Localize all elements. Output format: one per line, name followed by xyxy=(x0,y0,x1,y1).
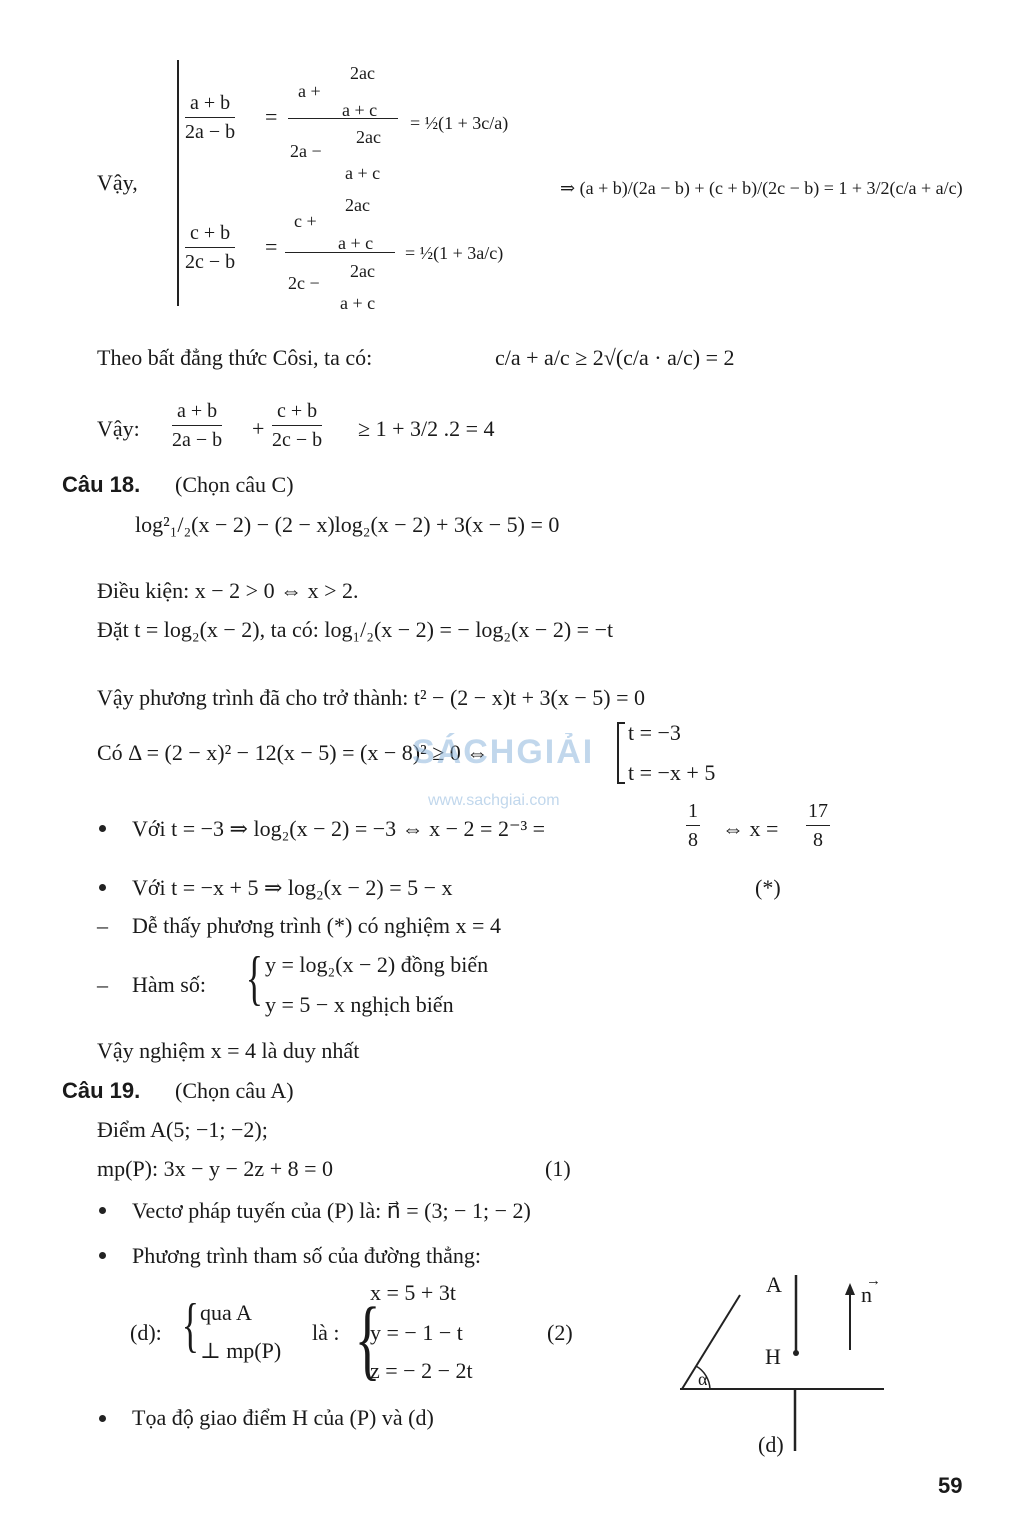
cau19-title: Câu 19. xyxy=(62,1078,141,1103)
cau18-equation: log²₁/₂(x − 2) − (2 − x)log₂(x − 2) + 3(x − 5) = 0 xyxy=(135,512,560,537)
watermark-url: www.sachgiai.com xyxy=(428,792,560,809)
bullet xyxy=(99,1252,106,1259)
plane-edge xyxy=(682,1295,740,1389)
bullet xyxy=(99,884,106,891)
system-brace xyxy=(177,60,179,306)
eq1-left-fraction: a + b 2a − b xyxy=(185,92,236,143)
bullet xyxy=(99,1207,106,1214)
bullet xyxy=(99,825,106,832)
top-result: ⇒ (a + b)/(2a − b) + (c + b)/(2c − b) = 1 + 3/2(c/a + a/c) xyxy=(560,178,963,198)
textbook-page: Vậy, a + b 2a − b = a + 2ac a + c 2a − 2ac a + c = ½(1 + 3c/a) c + b 2c − b = c + 2ac a + c 2c − 2ac a + c = ½(1 + 3a/c) ⇒ (a + b)/(2a − b) + (c + b)/(2c − b) = 1 + 3/2(c/a + a/c) Theo bất đẳng thức Côsi, ta có: c/a + a/c ≥ 2√(c/a · a/c) = 2 Vậy: a + b 2a − b + c + b 2c − b ≥ 1 + 3/2 .2 = 4 Câu 18. (Chọn câu C) log²₁/₂(x − 2) − (2 − x)log₂(x − 2) + 3(x − 5) = 0 Điều kiện: x − 2 > 0 ⇔ x > 2. Đặt t = log₂(x − 2), ta có: log₁/₂(x − 2) = − log₂(x − 2) = −t Vậy phương trình đã cho trở thành: t² − (2 − x)t + 3(x − 5) = 0 Có Δ = (2 − x)² − 12(x − 5) = (x − 8)² ≥ 0 ⇔ t = −3 t = −x + 5 Với t = −3 ⇒ log₂(x − 2) = −3 ⇔ x − 2 = 2⁻³ = 1 8 ⇔ x = 17 8 Với t = −x + 5 ⇒ log₂(x − 2) = 5 − x (*) – Dễ thấy phương trình (*) có nghiệm x = 4 – Hàm số: { y = log₂(x − 2) đồng biến y = 5 − x nghịch biến Vậy nghiệm x = 4 là duy nhất SÁCHGIẢI www.sachgiai.com Câu 19. (Chọn câu A) Điểm A(5; −1; −2); mp(P): 3x − y − 2z + 8 = 0 (1) Vectơ pháp tuyến của (P) là: n⃗ = (3; − 1; − 2) Phương trình tham số của đường thẳng: (d): { qua A ⊥ mp(P) là : { x = 5 + 3t y = − 1 − t z = − 2 − 2t (2) Tọa độ giao điểm H của (P) và (d) A H n → α (d) 59 xyxy=(0,0,1024,1530)
normal-vector-arrowhead xyxy=(845,1283,855,1295)
cosi-line: Theo bất đẳng thức Côsi, ta có: xyxy=(97,345,373,370)
point-H xyxy=(793,1350,799,1356)
watermark-logo: SÁCHGIẢI xyxy=(412,733,595,771)
cau18-title: Câu 18. xyxy=(62,472,141,497)
vay-prefix: Vậy, xyxy=(97,170,138,195)
eq2-left-fraction: c + b 2c − b xyxy=(185,222,236,273)
page-number: 59 xyxy=(938,1473,963,1498)
cosi-expr: c/a + a/c ≥ 2√(c/a · a/c) = 2 xyxy=(495,345,735,370)
bullet xyxy=(99,1415,106,1422)
